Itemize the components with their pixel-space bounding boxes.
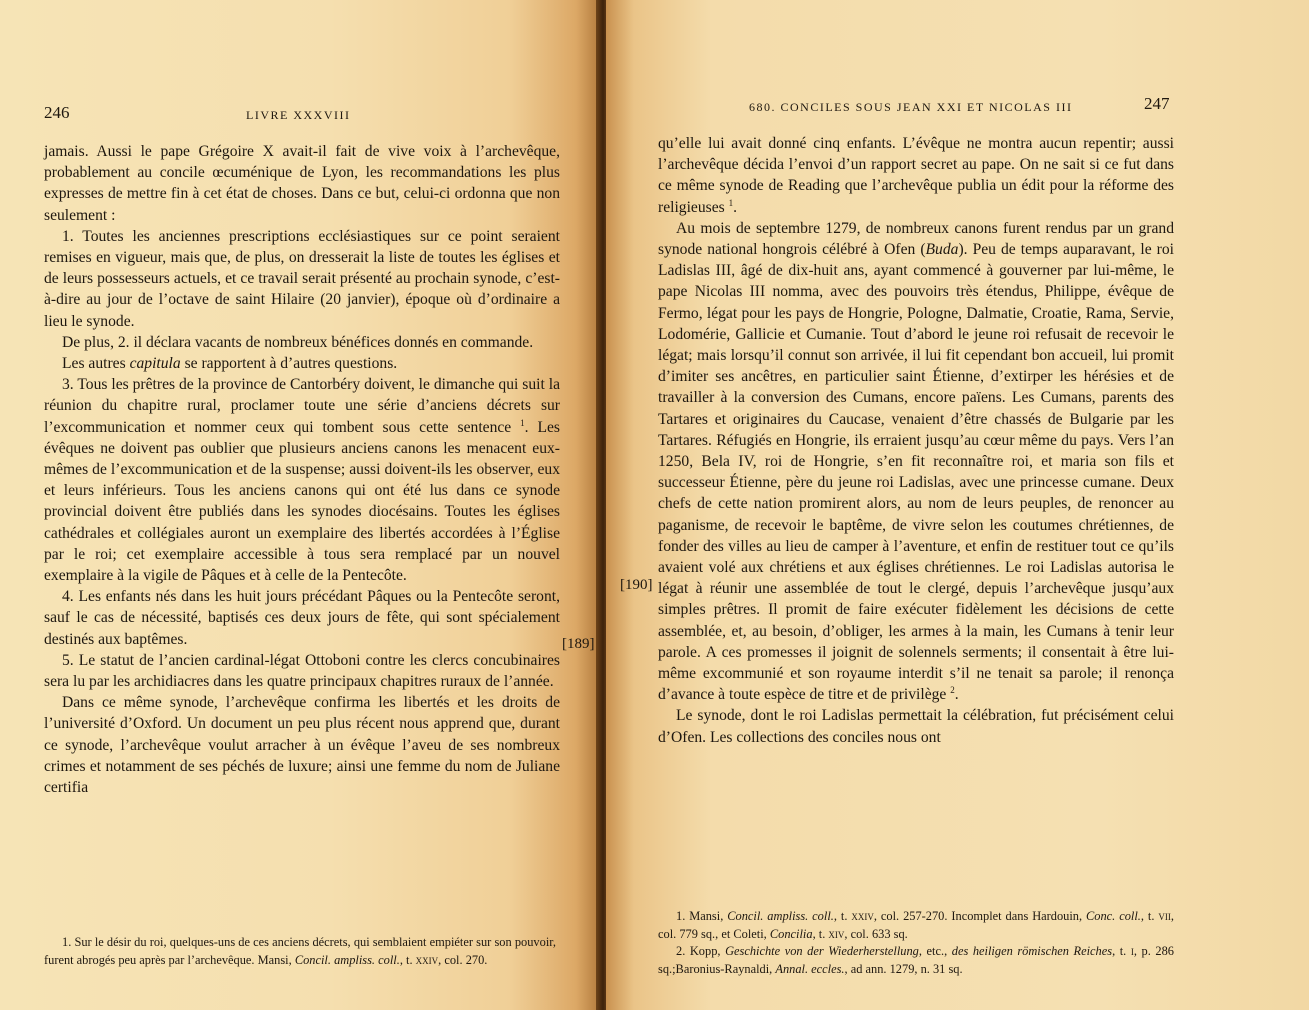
- paragraph: 4. Les enfants nés dans les huit jours précédant Pâques ou la Pentecôte seront, sauf le cas de nécessité, baptisés ces deux jours de fête, qui sont spécialement destinés aux baptêmes.: [44, 588, 560, 648]
- footnote-ref: 2: [950, 685, 955, 696]
- paragraph: Au mois de septembre 1279, de nombreux canons furent rendus par un grand synode national hongrois célébré à Ofen (Buda). Peu de temps auparavant, le roi Ladislas III, âgé de dix-huit ans, ayant commencé à gouverner par lui-même, le pape Nicolas III nomma, avec des pouvoirs très étendus, Philippe, évêque de Fermo, légat pour les pays de Hongrie, Pologne, Dalmatie, Croatie, Rama, Servie, Lodomérie, Gallicie et Cumanie. Tout d’abord le jeune roi refusait de recevoir le légat; mais lorsqu’il connut son arrivée, il lui fit cependant bon accueil, lui promit d’imiter ses ancêtres, en particulier saint Étienne, d’extirper les hérésies et de travailler à la conversion des Cumans, encore païens. Les Cumans, parents des Tartares et originaires du Caucase, venaient d’être chassés de Bulgarie par les Tartares. Réfugiés en Hongrie, ils erraient jusqu’au cœur même du pays. Vers l’an 1250, Bela IV, roi de Hongrie, s’en fit reconnaître roi, et maria son fils et successeur Étienne, père du jeune roi Ladislas, avec une princesse cumane. Deux chefs de cette nation promirent alors, au nom de leurs peuples, de renoncer au paganisme, de recevoir le baptême, de vivre selon les coutumes chrétiennes, de fonder des villes au lieu de camper à l’aventure, et enfin de restituer tout ce qu’ils avaient volé aux chrétiens et aux églises chrétiennes. Le roi Ladislas autorisa le légat à réunir une assemblée de tout le clergé, depuis l’archevêque jusqu’aux simples prêtres. Il promit de faire exécuter fidèlement les décisions de cette assemblée, et, au besoin, d’obliger, les armes à la main, les Cumans à tenir leur parole. A ces promesses il joignit de solennels serments; il consentait à être lui-même excommunié et son royaume interdit s’il ne tenait sa parole; il renonça d’avance à toute espèce de titre et de privilège $^2$.: [658, 219, 1174, 704]
- footnote: 1. Sur le désir du roi, quelques-uns de ces anciens décrets, qui semblaient empiéter sur son pouvoir, furent abrogés peu après par l’archevêque. Mansi, Concil. ampliss. coll., t. xxiv, col. 270.: [44, 935, 556, 967]
- left-page: [0, 0, 600, 1010]
- footnote-ref: 1: [520, 417, 525, 428]
- running-head: 680. CONCILES SOUS JEAN XXI ET NICOLAS III: [749, 100, 1073, 114]
- paragraph: 5. Le statut de l’ancien cardinal-légat Ottoboni contre les clercs concubinaires sera lu par les archidiacres dans les quatre principaux chapitres ruraux de l’année.: [44, 651, 560, 691]
- footnote: 2. Kopp, Geschichte von der Wiederherstellung, etc., des heiligen römischen Reiches, t. i, p. 286 sq.;Baronius-Raynaldi, Annal. eccles., ad ann. 1279, n. 31 sq.: [658, 944, 1174, 976]
- footnote-ref: 1: [728, 197, 734, 208]
- main-text: [44, 141, 560, 798]
- paragraph: 3. Tous les prêtres de la province de Cantorbéry doivent, le dimanche qui suit la réunion du chapitre rural, proclamer toute une série d’anciens décrets sur l’excommunication et nommer ceux qui tombent sous cette sentence $^1$. Les évêques ne doivent pas oublier que plusieurs anciens canons les menacent eux-mêmes de l’excommunication et de la suspense; aussi doivent-ils les observer, eux et leurs inférieurs. Tous les anciens canons qui ont été lus dans ce synode provincial doivent être publiés dans les synodes diocésains. Toutes les églises cathédrales et collégiales auront un exemplaire des libertés accordées à l’Église par le roi; cet exemplaire accessible à tous sera remplacé par un nouvel exemplaire à la vigile de Pâques et à celle de la Pentecôte.: [44, 376, 560, 585]
- paragraph: Les autres capitula se rapportent à d’autres questions.: [62, 355, 398, 373]
- paragraph: De plus, 2. il déclara vacants de nombreux bénéfices donnés en commande.: [62, 333, 534, 351]
- footnotes: [44, 934, 556, 969]
- paragraph: qu’elle lui avait donné cinq enfants. L’évêque ne montra aucun repentir; aussi l’archevêque décida l’envoi d’un rapport secret au pape. On ne sait si ce fut dans ce même synode de Reading que l’archevêque publia un édit pour la réforme des religieuses $^1$.: [658, 135, 1174, 216]
- footnotes: [658, 908, 1174, 978]
- page-number: 246: [44, 103, 70, 122]
- page-marker: [189]: [562, 636, 595, 652]
- main-text: [658, 133, 1174, 748]
- paragraph: jamais. Aussi le pape Grégoire X avait-il fait de vive voix à l’archevêque, probablement au concile œcuménique de Lyon, les recommandations les plus expresses de mettre fin à cet état de choses. Dans ce but, celui-ci ordonna que non seulement :: [44, 143, 560, 224]
- footnote: 1. Mansi, Concil. ampliss. coll., t. xxiv, col. 257-270. Incomplet dans Hardouin, Conc. coll., t. vii, col. 779 sq., et Coleti, Concilia, t. xiv, col. 633 sq.: [658, 909, 1175, 941]
- right-page: [606, 0, 1309, 1010]
- paragraph: Le synode, dont le roi Ladislas permettait la célébration, fut précisément celui d’Ofen. Les collections des conciles nous ont: [658, 707, 1174, 746]
- running-head: LIVRE XXXVIII: [246, 108, 351, 122]
- page-number: 247: [1144, 94, 1170, 113]
- paragraph: 1. Toutes les anciennes prescriptions ecclésiastiques sur ce point seraient remises en vigueur, mais que, de plus, on dresserait la liste de toutes les églises et de leurs possesseurs actuels, et ce travail serait présenté au prochain synode, c’est-à-dire au jour de l’octave de saint Hilaire (20 janvier), époque où d’ordinaire a lieu le synode.: [44, 227, 560, 330]
- paragraph: Dans ce même synode, l’archevêque confirma les libertés et les droits de l’université d’Oxford. Un document un peu plus récent nous apprend que, durant ce synode, l’archevêque voulut arracher à un évêque l’aveu de ses nombreux crimes et notamment de ses péchés de luxure; ainsi une femme du nom de Juliane certifia: [44, 694, 560, 797]
- page-marker: [190]: [620, 577, 653, 593]
